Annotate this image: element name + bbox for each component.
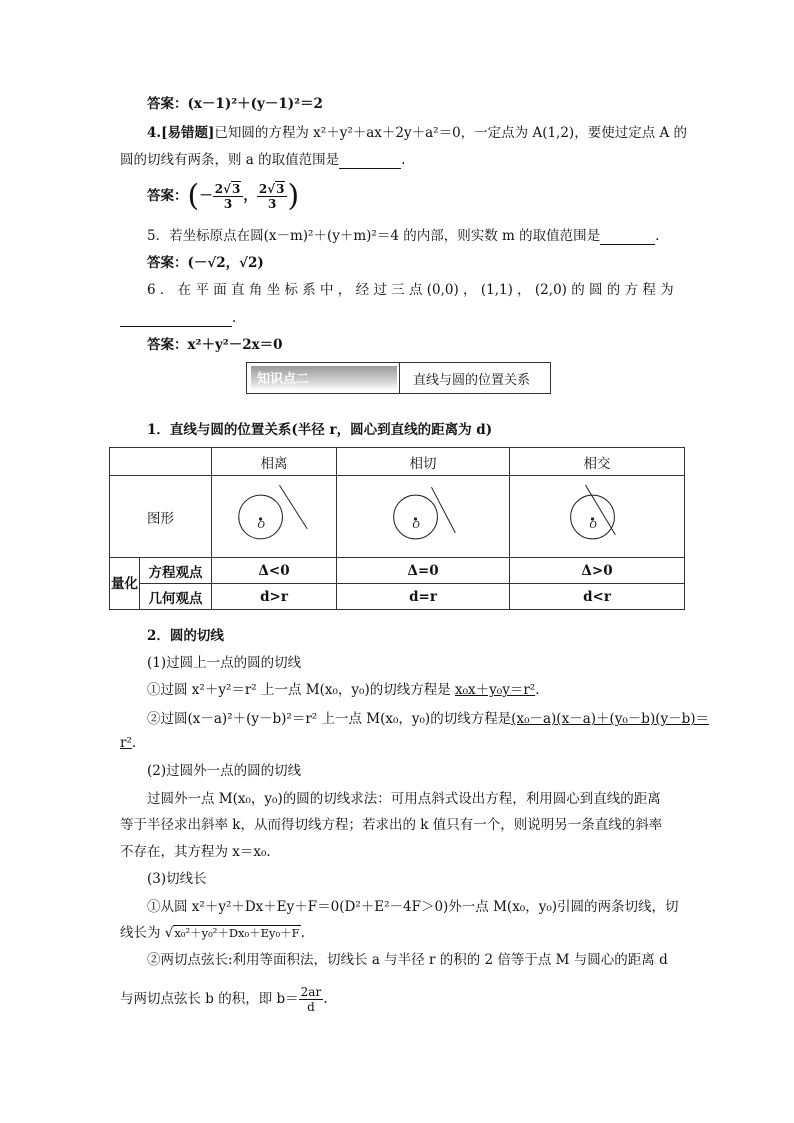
answer-4-lower-fraction bbox=[213, 182, 244, 211]
chord-length-line-2 bbox=[120, 982, 328, 1016]
answer-blank[interactable] bbox=[600, 230, 655, 245]
question-6 bbox=[147, 281, 674, 299]
section-title: 直线与圆的位置关系 bbox=[413, 373, 531, 388]
question-4-text: 已知圆的方程为 x²＋y²＋ax＋2y＋a²＝0，一定点为 A(1,2)，要使过定点 A 的 bbox=[214, 125, 688, 141]
circle-shape bbox=[394, 495, 438, 539]
chord-frac-num: 2ar bbox=[300, 985, 322, 999]
line-shape bbox=[279, 485, 307, 529]
question-6-cont bbox=[120, 309, 236, 327]
answer-blank[interactable] bbox=[339, 154, 401, 169]
tangent-diagram bbox=[337, 477, 509, 557]
answer-4-lower-root: 3 bbox=[231, 182, 241, 196]
tangent-length-end: . bbox=[300, 925, 305, 941]
answer-5-text: (－√2，√2) bbox=[187, 255, 264, 271]
tangent-1-formula: x₀x＋y₀y＝r² bbox=[455, 682, 536, 698]
chord-end: . bbox=[323, 991, 328, 1007]
quantify-label: 量化 bbox=[110, 558, 140, 610]
question-5-text: 5．若坐标原点在圆(x－m)²＋(y＋m)²＝4 的内部，则实数 m 的取值范围是 bbox=[147, 228, 601, 244]
table-figure-row bbox=[110, 476, 685, 558]
center-label: O bbox=[412, 520, 420, 531]
chord-fraction bbox=[299, 985, 324, 1014]
row-label-equation: 方程观点 bbox=[140, 558, 212, 584]
center-label: O bbox=[257, 520, 265, 531]
answer-3 bbox=[147, 95, 323, 113]
answer-3-label: 答案： bbox=[147, 96, 188, 112]
subheading-2: (2)过圆外一点的圆的切线 bbox=[147, 763, 302, 779]
tangent-2-text: ②过圆(x－a)²＋(y－b)²＝r² 上一点 M(x₀，y₀)的切线方程是 bbox=[147, 711, 512, 727]
section-header bbox=[246, 362, 551, 394]
question-5 bbox=[147, 227, 659, 245]
circle-shape bbox=[239, 495, 283, 539]
question-4-end: . bbox=[401, 152, 406, 168]
table-row-geometry bbox=[110, 584, 685, 610]
tangent-length-text: 线长为 bbox=[120, 925, 161, 941]
tangent-line-2 bbox=[147, 710, 709, 728]
chord-frac-den: d bbox=[307, 1000, 315, 1014]
cell-value: Δ=0 bbox=[337, 558, 510, 584]
separate-diagram bbox=[212, 477, 336, 557]
part-2-heading: 2．圆的切线 bbox=[147, 628, 224, 644]
chord-text: 与两切点弦长 b 的积，即 b＝ bbox=[120, 991, 299, 1007]
answer-4-label: 答案： bbox=[147, 188, 188, 204]
section-tag bbox=[251, 366, 397, 390]
open-paren: ( bbox=[187, 178, 200, 214]
cell-value: Δ<0 bbox=[212, 558, 337, 584]
tangent-length-line-1: ①从圆 x²＋y²＋Dx＋Ey＋F＝0(D²＋E²－4F＞0)外一点 M(x₀，y₀)引圆的两条切线，切 bbox=[147, 899, 679, 915]
answer-4-neg: － bbox=[199, 188, 213, 204]
cell-value: d>r bbox=[212, 584, 337, 610]
question-4-cont bbox=[120, 151, 405, 169]
intersect-diagram bbox=[510, 477, 684, 557]
sqrt-sign: √ bbox=[223, 182, 231, 196]
tangent-1-end: . bbox=[535, 682, 540, 698]
cell-value: Δ>0 bbox=[510, 558, 685, 584]
answer-4-sep: ， bbox=[243, 188, 257, 204]
answer-6-label: 答案： bbox=[147, 337, 188, 353]
answer-4-upper-root: 3 bbox=[276, 182, 285, 196]
sqrt-sign: √ bbox=[267, 182, 276, 196]
subheading-1: (1)过圆上一点的圆的切线 bbox=[147, 655, 302, 671]
answer-4-upper-den: 3 bbox=[267, 197, 277, 211]
figure-tangent-cell bbox=[337, 476, 510, 558]
figure-label: 图形 bbox=[110, 476, 212, 558]
question-4-number: 4. bbox=[147, 125, 162, 141]
table-corner bbox=[110, 448, 212, 476]
paragraph-line: 过圆外一点 M(x₀，y₀)的圆的切线求法：可用点斜式设出方程，利用圆心到直线的距离 bbox=[147, 791, 661, 807]
answer-4-lower-num: 2 bbox=[214, 182, 224, 196]
answer-4 bbox=[147, 178, 299, 214]
question-4 bbox=[147, 124, 687, 142]
question-6-end: . bbox=[232, 310, 237, 326]
question-6-text: 6 ． 在 平 面 直 角 坐 标 系 中 ， 经 过 三 点 (0,0) ， (1,1) ， (2,0) 的 圆 的 方 程 为 bbox=[147, 282, 674, 298]
paragraph-line: 等于半径求出斜率 k，从而得切线方程；若求出的 k 值只有一个，则说明另一条直线的斜率 bbox=[120, 817, 663, 833]
tangent-length-line-2 bbox=[120, 924, 305, 942]
answer-6-text: x²＋y²－2x＝0 bbox=[187, 337, 283, 353]
figure-separate-cell bbox=[212, 476, 337, 558]
table-row-equation bbox=[110, 558, 685, 584]
part-1-heading: 1．直线与圆的位置关系(半径 r，圆心到直线的距离为 d) bbox=[147, 422, 493, 438]
sqrt-sign: √ bbox=[160, 925, 174, 941]
paragraph-line: 不存在，其方程为 x＝x₀. bbox=[120, 844, 271, 860]
answer-5-label: 答案： bbox=[147, 255, 188, 271]
table-header-row bbox=[110, 448, 685, 476]
cell-value: d=r bbox=[337, 584, 510, 610]
tangent-2-formula-end: r² bbox=[120, 735, 132, 751]
row-label-geometry: 几何观点 bbox=[140, 584, 212, 610]
header-intersect: 相交 bbox=[510, 448, 685, 476]
question-5-end: . bbox=[655, 228, 660, 244]
answer-4-upper-fraction bbox=[257, 182, 288, 211]
answer-5 bbox=[147, 254, 264, 272]
tangent-2-formula: (x₀－a)(x－a)＋(y₀－b)(y－b)＝ bbox=[511, 711, 710, 727]
close-paren: ) bbox=[287, 178, 300, 214]
center-label: O bbox=[589, 520, 597, 531]
answer-6 bbox=[147, 336, 283, 354]
answer-blank[interactable] bbox=[120, 312, 232, 327]
header-tangent: 相切 bbox=[337, 448, 510, 476]
tangent-2-end: . bbox=[131, 735, 137, 751]
answer-4-lower-den: 3 bbox=[223, 197, 233, 211]
answer-3-text: (x－1)²＋(y－1)²＝2 bbox=[187, 96, 323, 112]
tangent-line-1 bbox=[147, 681, 539, 699]
section-tag-text: 知识点二 bbox=[257, 372, 310, 387]
cell-value: d<r bbox=[510, 584, 685, 610]
tangent-1-text: ①过圆 x²＋y²＝r² 上一点 M(x₀，y₀)的切线方程是 bbox=[147, 682, 456, 698]
answer-4-upper-num: 2 bbox=[258, 182, 268, 196]
chord-length-line-1: ②两切点弦长:利用等面积法，切线长 a 与半径 r 的积的 2 倍等于点 M 与圆心的距离 d bbox=[147, 952, 668, 968]
tangent-line-2-cont bbox=[120, 734, 136, 752]
section-divider bbox=[399, 363, 400, 393]
tangent-length-formula: x₀²＋y₀²＋Dx₀＋Ey₀＋F bbox=[174, 926, 300, 940]
circle-shape bbox=[571, 495, 615, 539]
figure-intersect-cell bbox=[510, 476, 685, 558]
relation-table bbox=[109, 447, 685, 610]
header-separate: 相离 bbox=[212, 448, 337, 476]
question-4-text-b: 圆的切线有两条，则 a 的取值范围是 bbox=[120, 152, 340, 168]
subheading-3: (3)切线长 bbox=[147, 871, 207, 887]
question-4-tag: [易错题] bbox=[161, 125, 215, 141]
